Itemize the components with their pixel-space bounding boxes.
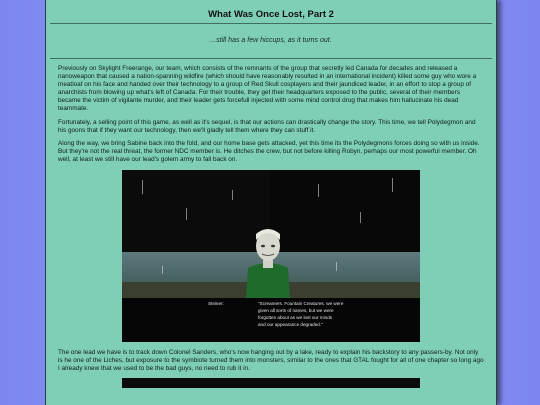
dialogue-line: and our appearance degraded." [258,322,323,328]
dialogue-line: forgotten about as we lost our minds [258,315,333,321]
dialogue-line: given all sorts of names, but we were [258,308,334,314]
page-subtitle: ...still has a few hiccups, as it turns out. [210,37,332,44]
paragraph-3: Along the way, we bring Sabine back into the fold, and our home base gets attacked, yet this time its the Polydegmons forces doing so with us inside. But they're not the real threat, the former NDC member is. He ditches the crew, but not before killing Robyn, perhaps our most powerful member. Oh well, at least we still have our lead's golem army to fall back on. [58,139,480,163]
rain-streak [186,208,187,220]
paragraph-2: Fortunately, a selling point of this game, as well as it's sequel, is that our actions can drastically change the story. This time, we tell Polydegmon and his goons that if they want our technology, then we'll gladly tell them where they can stuff it. [58,118,476,134]
page-title: What Was Once Lost, Part 2 [208,9,334,20]
rain-streak [392,178,393,192]
rain-streak [142,180,143,194]
paragraph-1: Previously on Skylight Freerange, our team, which consists of the remnants of the group that secretly led Canada for decades and released a nanoweapon that caused a nation-spanning wildfire (which should have reasonably resulted in an international incident) killed some guy who wore a meatloaf on his face and handed over their technology to a group of Red Skull cosplayers and their jaundiced leader, in an effort to stop a group of anarchists from blowing up what's left of Canada. For their trouble, they get their headquarters exposed to the public, several of their members became the victim of vigilante murder, and their leader gets forcefull injected with some mind control drug that makes him hallucinate his dead teammate. [58,65,477,113]
rain-streak [232,190,233,200]
rain-streak [318,184,319,197]
page-column [45,0,497,405]
game-screenshot [122,170,420,342]
game-screenshot-2 [122,378,420,388]
character-figure [240,222,296,298]
article-body [46,59,496,388]
dialogue-line: "Screamers. Fountain Creatures. we were [258,301,344,307]
rain-streak [162,266,163,274]
rain-streak [360,212,361,223]
paragraph-4: The one lead we have is to track down Colonel Sanders, who's now hanging out by a lake, ready to explain his backstory to any passers-by. Not only is he one of the Liches, but exposure to the symbiote turned them into monsters, similar to the ones that GTAL fought for all of one chapter so long ago I already knew that we used to be the bad guys, no need to rub it in. [58,349,484,373]
rain-streak [336,262,337,271]
dialogue-speaker: Steiner: [208,301,224,307]
